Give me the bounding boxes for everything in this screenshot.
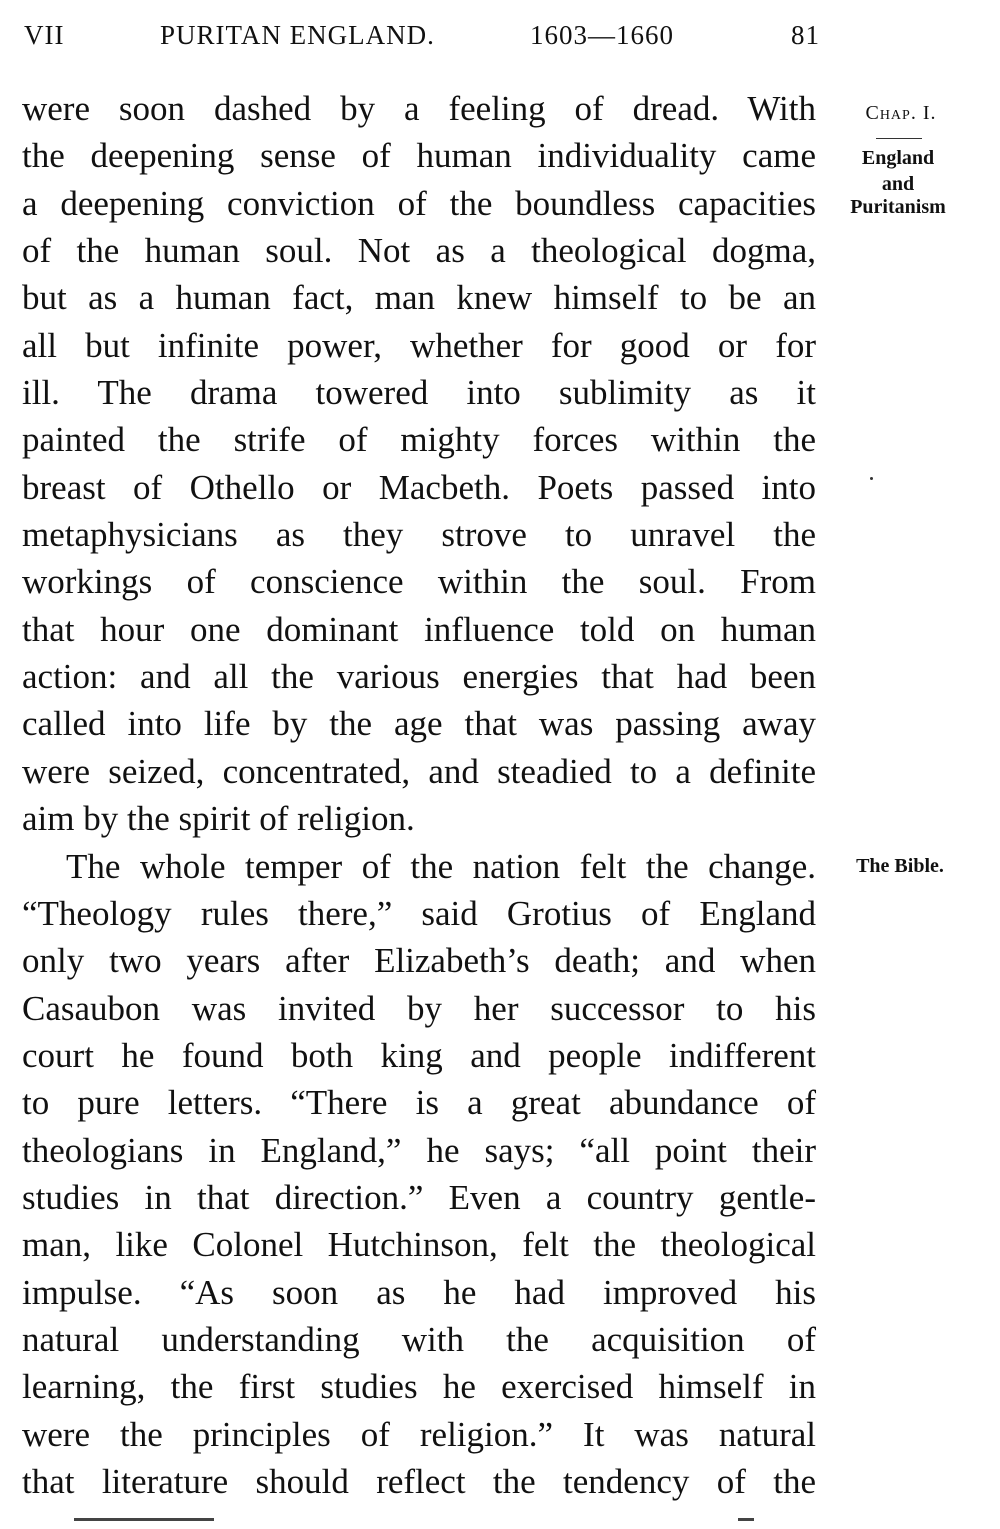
body-line: learning, the first studies he exercised himself in bbox=[22, 1367, 816, 1407]
body-line: that literature should reflect the tendency of the bbox=[22, 1461, 816, 1501]
page-number: 81 bbox=[791, 20, 820, 50]
margin-note-bible: The Bible. bbox=[856, 855, 944, 877]
body-line: were the principles of religion.” It was natural bbox=[22, 1414, 816, 1454]
body-line: impulse. “As soon as he had improved his bbox=[22, 1272, 816, 1312]
body-line: a deepening conviction of the boundless capacities bbox=[22, 183, 816, 223]
body-line-paragraph-start: The whole temper of the nation felt the change. bbox=[66, 846, 816, 886]
footer-signature-fragment-left bbox=[74, 1518, 214, 1525]
body-line: court he found both king and people indifferent bbox=[22, 1035, 816, 1075]
body-line: man, like Colonel Hutchinson, felt the theological bbox=[22, 1225, 816, 1265]
cropped-footer-signature bbox=[0, 1516, 1000, 1529]
body-line: were soon dashed by a feeling of dread. With bbox=[22, 89, 816, 128]
body-line: called into life by the age that was passing away bbox=[22, 704, 816, 744]
body-text bbox=[22, 85, 816, 1505]
margin-note-and: and bbox=[881, 173, 915, 195]
body-line: ill. The drama towered into sublimity as it bbox=[22, 373, 816, 413]
body-line: all but infinite power, whether for good or for bbox=[22, 325, 816, 365]
running-head-chapter: VII bbox=[24, 20, 65, 50]
body-line: Casaubon was invited by her successor to his bbox=[22, 988, 816, 1028]
body-line: were seized, concentrated, and steadied to a definite bbox=[22, 751, 816, 791]
body-line: studies in that direction.” Even a country gentle- bbox=[22, 1177, 816, 1217]
margin-rule bbox=[876, 138, 922, 139]
body-line: to pure letters. “There is a great abundance of bbox=[22, 1083, 816, 1123]
body-line: action: and all the various energies that had been bbox=[22, 657, 816, 697]
body-line: aim by the spirit of religion. bbox=[22, 799, 415, 839]
body-line: theologians in England,” he says; “all point their bbox=[22, 1130, 816, 1170]
footer-signature-fragment-right bbox=[738, 1518, 754, 1525]
margin-note-puritanism: Puritanism bbox=[850, 196, 946, 218]
body-line: only two years after Elizabeth’s death; and when bbox=[22, 941, 816, 981]
running-head-title: PURITAN ENGLAND. bbox=[160, 20, 435, 50]
running-head-dates: 1603—1660 bbox=[530, 20, 674, 50]
stray-ink-mark bbox=[870, 477, 873, 480]
body-line: that hour one dominant influence told on human bbox=[22, 609, 816, 649]
body-line: the deepening sense of human individuality came bbox=[22, 136, 816, 176]
body-line: of the human soul. Not as a theological dogma, bbox=[22, 231, 816, 271]
body-line: natural understanding with the acquisition of bbox=[22, 1319, 816, 1359]
body-line: workings of conscience within the soul. From bbox=[22, 562, 816, 602]
body-line: “Theology rules there,” said Grotius of England bbox=[22, 893, 816, 933]
margin-chapter-marker: Chap. I. bbox=[865, 102, 937, 124]
body-line: but as a human fact, man knew himself to be an bbox=[22, 278, 816, 318]
body-line: painted the strife of mighty forces within the bbox=[22, 420, 816, 460]
body-line: metaphysicians as they strove to unravel the bbox=[22, 515, 816, 555]
margin-note-england: England bbox=[861, 147, 935, 169]
running-head bbox=[24, 20, 820, 56]
body-line: breast of Othello or Macbeth. Poets passed into bbox=[22, 467, 816, 507]
